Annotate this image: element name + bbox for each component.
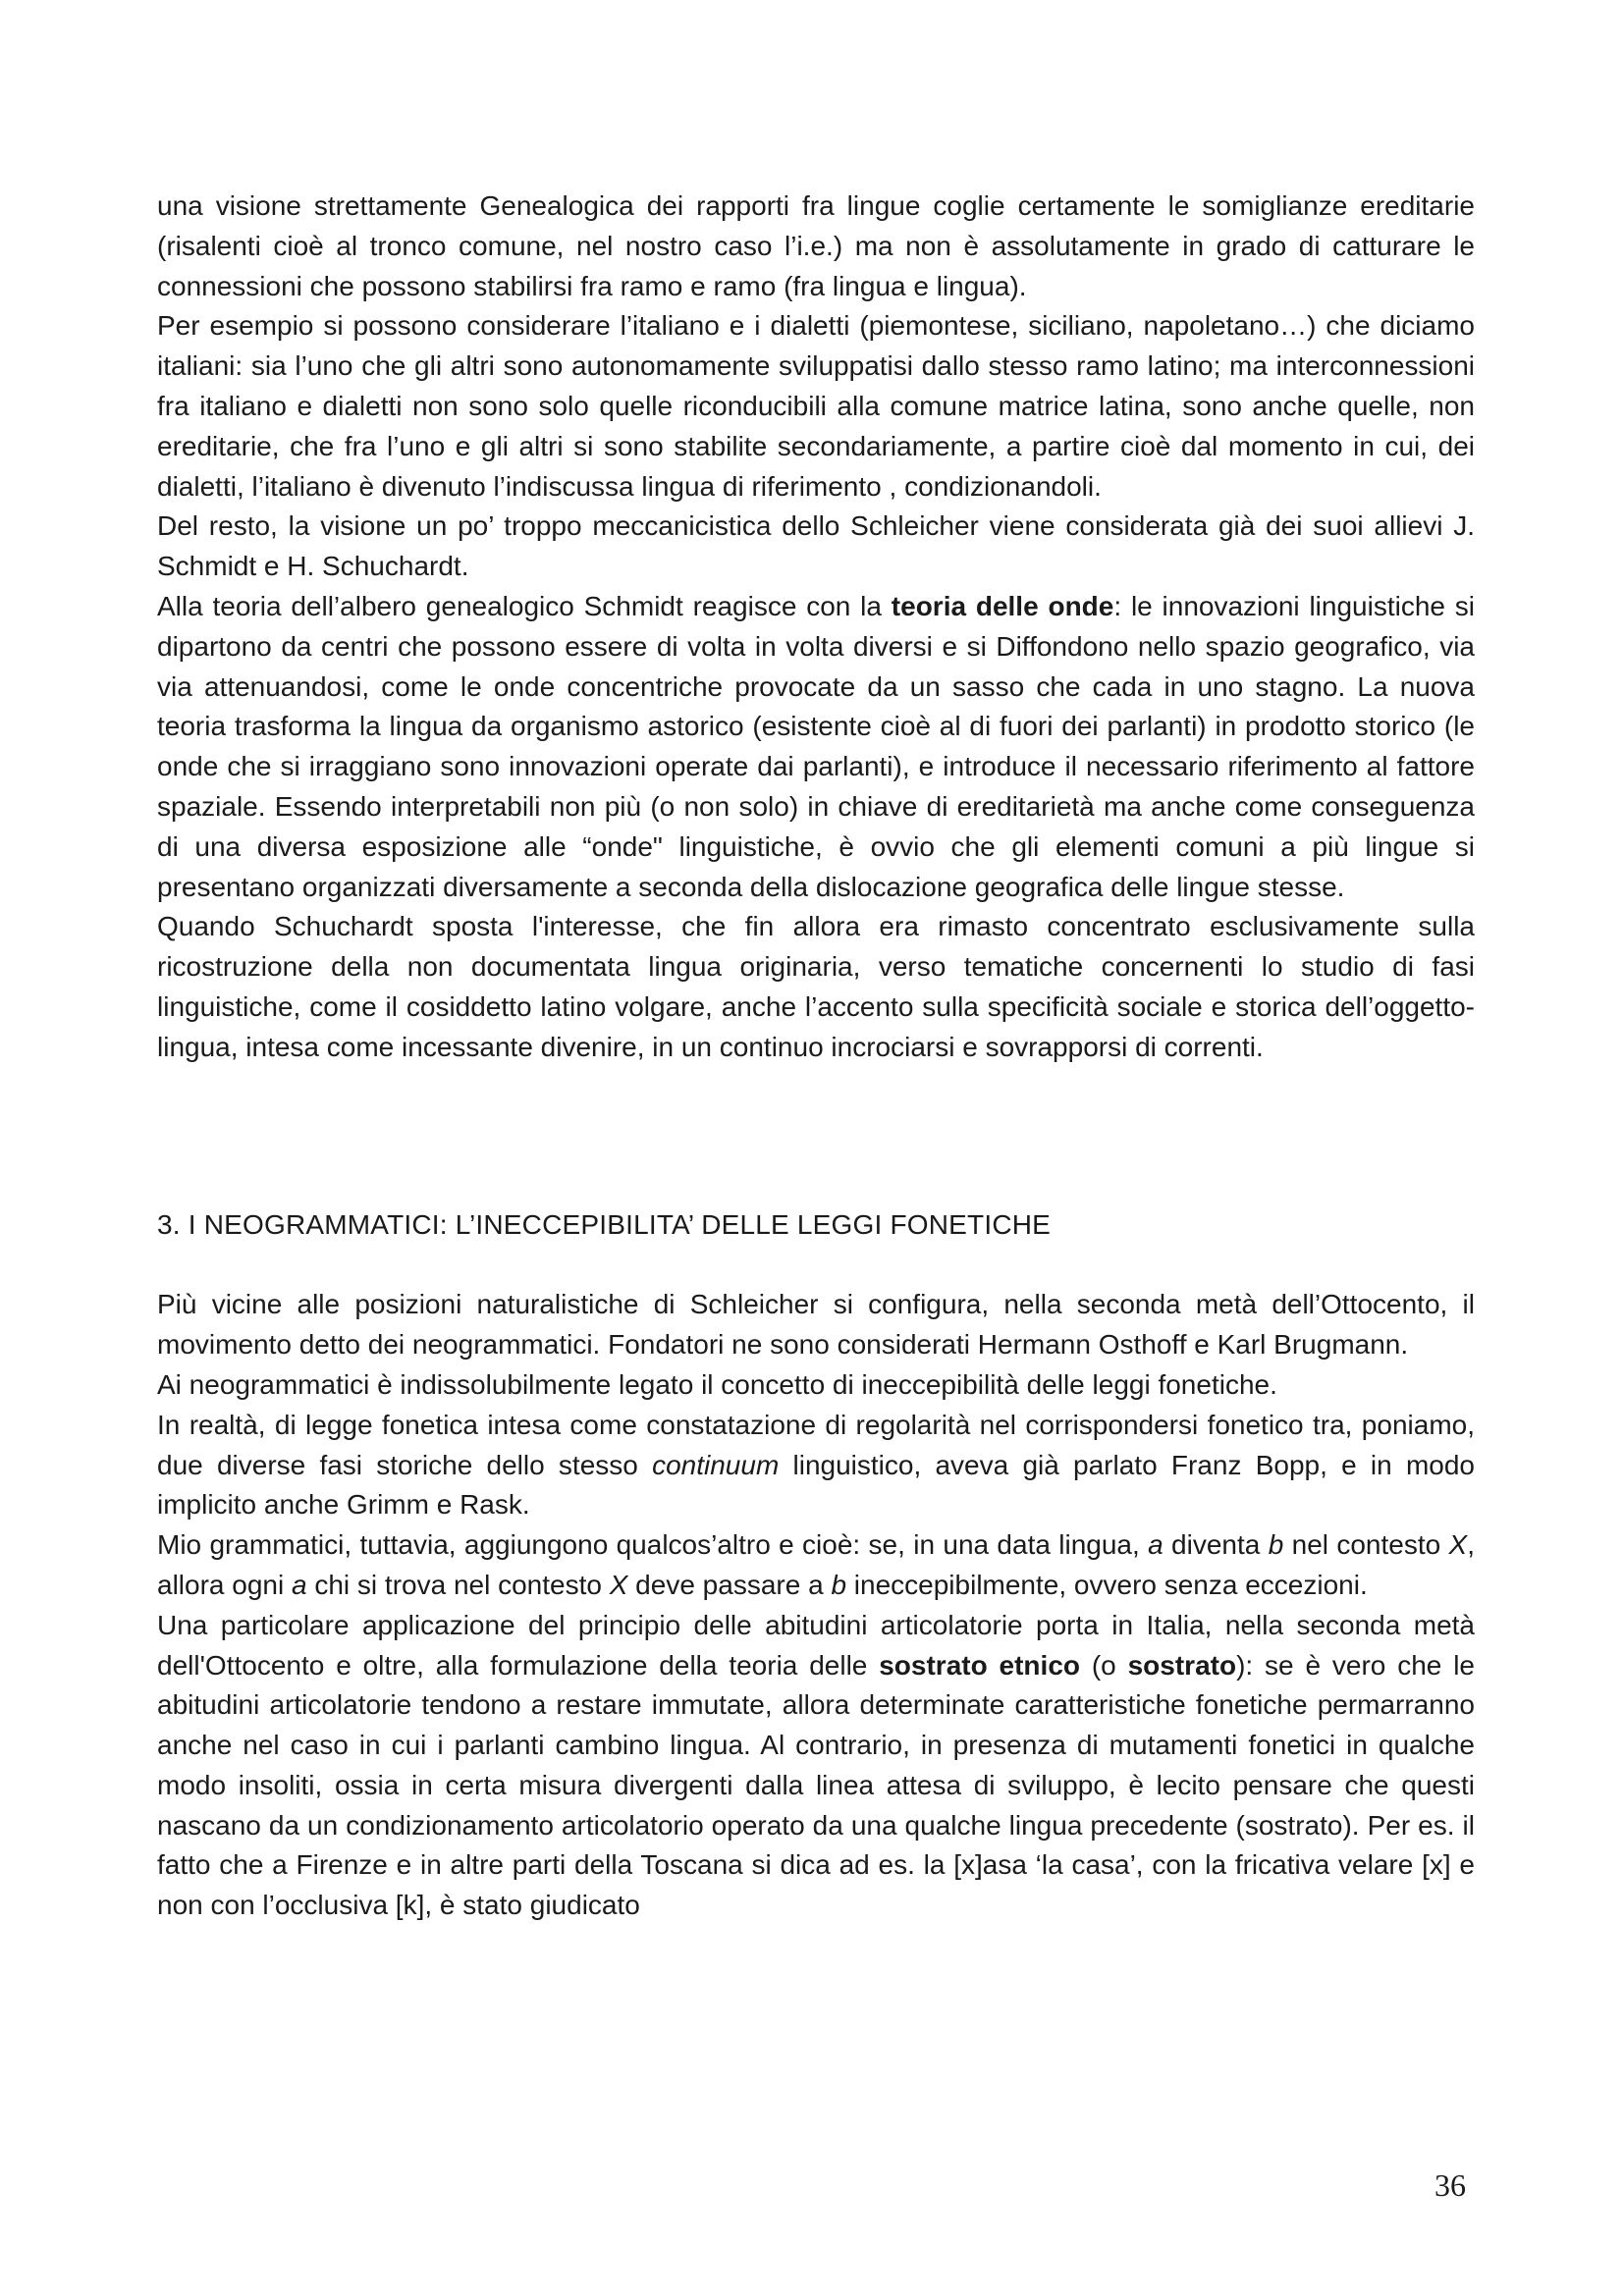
text-run: Una particolare applicazione del principio delle abitudini articolatorie porta in Italia, nella seconda metà dell'Ottocento e oltre, alla formulazione della teoria delle [157, 1609, 1475, 1681]
paragraph-neogrammarians: Più vicine alle posizioni naturalistiche di Schleicher si configura, nella seconda metà dell’Ottocento, il movimento detto dei neogrammatici. Fondatori ne sono considerati Hermann Osthoff e Karl Brugmann. [157, 1289, 1475, 1361]
paragraph-schuchardt: Quando Schuchardt sposta l'interesse, che fin allora era rimasto concentrato esclusivamente sulla ricostruzione della non documentata lingua originaria, verso tematiche concernenti lo studio di fasi linguistiche, come il cosiddetto latino volgare, anche l’accento sulla specificità sociale e storica dell’oggetto-lingua, intesa come incessante divenire, in un continuo incrociarsi e sovrapporsi di correnti. [157, 911, 1475, 1062]
text-run: , allora ogni [157, 1529, 1475, 1600]
italic-symbol: X [609, 1569, 628, 1600]
bold-term-substratum: sostrato [1127, 1649, 1237, 1681]
text-run: ): se è vero che le abitudini articolatorie tendono a restare immutate, allora determinate caratteristiche fonetiche permarranno anche nel caso in cui i parlanti cambino lingua. Al contrario, in presenza di mutamenti fonetici in qualche modo insoliti, ossia in certa misura divergenti dalla linea attesa di sviluppo, è lecito pensare che questi nascano da un condizionamento articolatorio operato da una qualche lingua precedente (sostrato). Per es. il fatto che a Firenze e in altre parti della Toscana si dica ad es. la [x]asa ‘la casa’, con la fricativa velare [x] e non con l’occlusiva [k], è stato giudicato [157, 1649, 1475, 1921]
paragraph-substratum [157, 1606, 1475, 1926]
text-run: deve passare a [627, 1569, 832, 1600]
italic-symbol: b [831, 1569, 847, 1600]
page-body [157, 187, 1475, 1926]
paragraph-exceptionless [157, 1525, 1475, 1606]
text-run: nel contesto [1283, 1529, 1449, 1561]
paragraph-italian-dialects: Per esempio si possono considerare l’italiano e i dialetti (piemontese, siciliano, napoletano…) che diciamo italiani: sia l’uno che gli altri sono autonomamente sviluppatisi dallo stesso ramo latino; ma interconnessioni fra italiano e dialetti non sono solo quelle riconducibili alla comune matrice latina, sono anche quelle, non ereditarie, che fra l’uno e gli altri si sono stabilite secondariamente, a partire cioè dal momento in cui, dei dialetti, l’italiano è divenuto l’indiscussa lingua di riferimento , condizionandoli. [157, 310, 1475, 502]
text-run: Mio grammatici, tuttavia, aggiungono qualcos’altro e cioè: se, in una data lingua, [157, 1529, 1149, 1561]
section-heading: 3. I NEOGRAMMATICI: L’INECCEPIBILITA’ DELLE LEGGI FONETICHE [157, 1208, 1052, 1240]
heading-spacer [157, 1245, 1475, 1285]
text-run: Alla teoria dell’albero genealogico Schmidt reagisce con la [157, 590, 892, 621]
text-run: ineccepibilmente, ovvero senza eccezioni. [846, 1569, 1368, 1600]
paragraph-phonetic-laws: Ai neogrammatici è indissolubilmente legato il concetto di ineccepibilità delle leggi fonetiche. [157, 1368, 1277, 1400]
paragraph-wave-theory [157, 587, 1475, 907]
text-run: chi si trova nel contesto [306, 1569, 610, 1600]
section-spacer [157, 1068, 1475, 1205]
text-run: linguistico, aveva già parlato Franz Bopp, e in modo implicito anche Grimm e Rask. [157, 1449, 1475, 1521]
paragraph-bopp [157, 1406, 1475, 1525]
page-number: 36 [1434, 2167, 1466, 2203]
paragraph-schleicher-students: Del resto, la visione un po’ troppo meccanicistica dello Schleicher viene considerata già dei suoi allievi J. Schmidt e H. Schuchardt. [157, 510, 1475, 582]
italic-symbol: X [1448, 1529, 1468, 1561]
text-run: In realtà, di legge fonetica intesa come constatazione di regolarità nel corrispondersi fonetico tra, poniamo, due diverse fasi storiche dello stesso [157, 1409, 1475, 1480]
text-run: : le innovazioni linguistiche si dipartono da centri che possono essere di volta in volta diversi e si Diffondono nello spazio geografico, via via attenuandosi, come le onde concentriche provocate da un sasso che cada in uno stagno. La nuova teoria trasforma la lingua da organismo astorico (esistente cioè al di fuori dei parlanti) in prodotto storico (le onde che si irraggiano sono innovazioni operate dai parlanti), e introduce il necessario riferimento al fattore spaziale. Essendo interpretabili non più (o non solo) in chiave di ereditarietà ma anche come conseguenza di una diversa esposizione alle “onde" linguistiche, è ovvio che gli elementi comuni a più lingue si presentano organizzati diversamente a seconda della dislocazione geografica delle lingue stesse. [157, 590, 1476, 902]
bold-term-ethnic-substratum: sostrato etnico [879, 1649, 1080, 1681]
italic-symbol: b [1268, 1529, 1284, 1561]
text-run: diventa [1163, 1529, 1269, 1561]
text-run: (o [1080, 1649, 1128, 1681]
italic-symbol: a [291, 1569, 307, 1600]
italic-term-continuum: continuum [652, 1449, 780, 1480]
bold-term-wave-theory: teoria delle onde [891, 590, 1114, 621]
italic-symbol: a [1148, 1529, 1163, 1561]
paragraph-genealogical-view: una visione strettamente Genealogica dei rapporti fra lingue coglie certamente le somiglianze ereditarie (risalenti cioè al tronco comune, nel nostro caso l’i.e.) ma non è assolutamente in grado di catturare le connessioni che possono stabilirsi fra ramo e ramo (fra lingua e lingua). [157, 190, 1475, 301]
